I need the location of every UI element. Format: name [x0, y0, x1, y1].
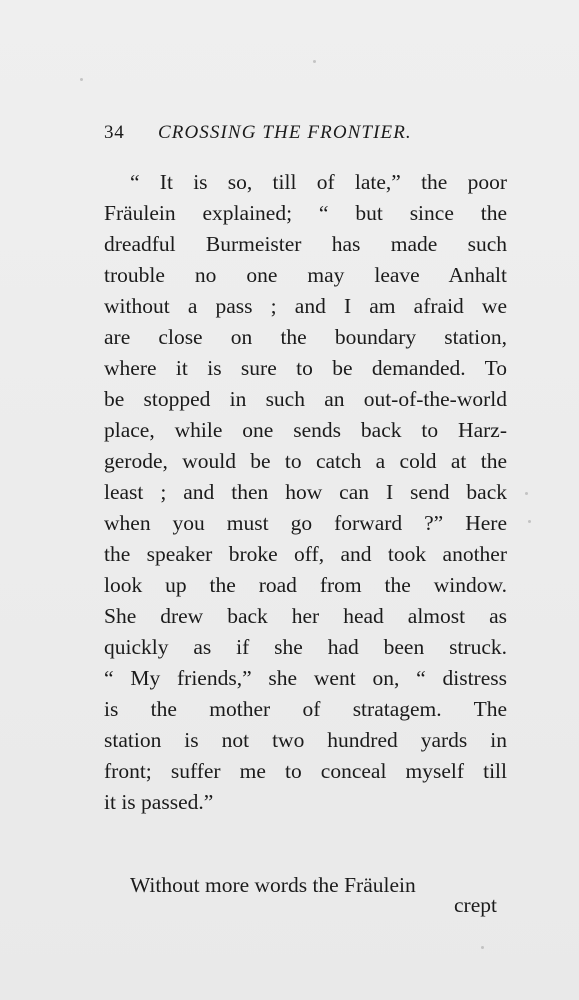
- text-line: dreadful Burmeister has made such: [104, 232, 507, 256]
- text-line: are close on the boundary station,: [104, 325, 507, 349]
- paper-speck: [525, 492, 528, 495]
- running-head: [104, 122, 474, 146]
- text-line: front; suffer me to conceal myself till: [104, 759, 507, 783]
- text-line: quickly as if she had been struck.: [104, 635, 507, 659]
- text-line: it is passed.”: [104, 790, 214, 814]
- paper-speck: [528, 520, 531, 523]
- text-line: the speaker broke off, and took another: [104, 542, 507, 566]
- text-line: gerode, would be to catch a cold at the: [104, 449, 507, 473]
- text-line: be stopped in such an out-of-the-world: [104, 387, 507, 411]
- text-line: look up the road from the window.: [104, 573, 507, 597]
- text-line: Without more words the Fräulein: [130, 873, 416, 897]
- text-line: where it is sure to be demanded. To: [104, 356, 507, 380]
- text-line: is the mother of stratagem. The: [104, 697, 507, 721]
- page-number: 34: [104, 122, 125, 143]
- paper-speck: [481, 946, 484, 949]
- text-line: without a pass ; and I am afraid we: [104, 294, 507, 318]
- text-line: least ; and then how can I send back: [104, 480, 507, 504]
- text-line: trouble no one may leave Anhalt: [104, 263, 507, 287]
- text-line: “ My friends,” she went on, “ distress: [104, 666, 507, 690]
- text-line: “ It is so, till of late,” the poor: [130, 170, 507, 194]
- paper-speck: [313, 60, 316, 63]
- text-line: She drew back her head almost as: [104, 604, 507, 628]
- text-line: place, while one sends back to Harz-: [104, 418, 507, 442]
- text-line: station is not two hundred yards in: [104, 728, 507, 752]
- text-line: Fräulein explained; “ but since the: [104, 201, 507, 225]
- catchword: crept: [454, 893, 497, 917]
- paper-speck: [80, 78, 83, 81]
- running-title: CROSSING THE FRONTIER.: [158, 122, 412, 143]
- text-line: when you must go forward ?” Here: [104, 511, 507, 535]
- paragraph-gap: [104, 818, 507, 870]
- body-text: [104, 167, 507, 901]
